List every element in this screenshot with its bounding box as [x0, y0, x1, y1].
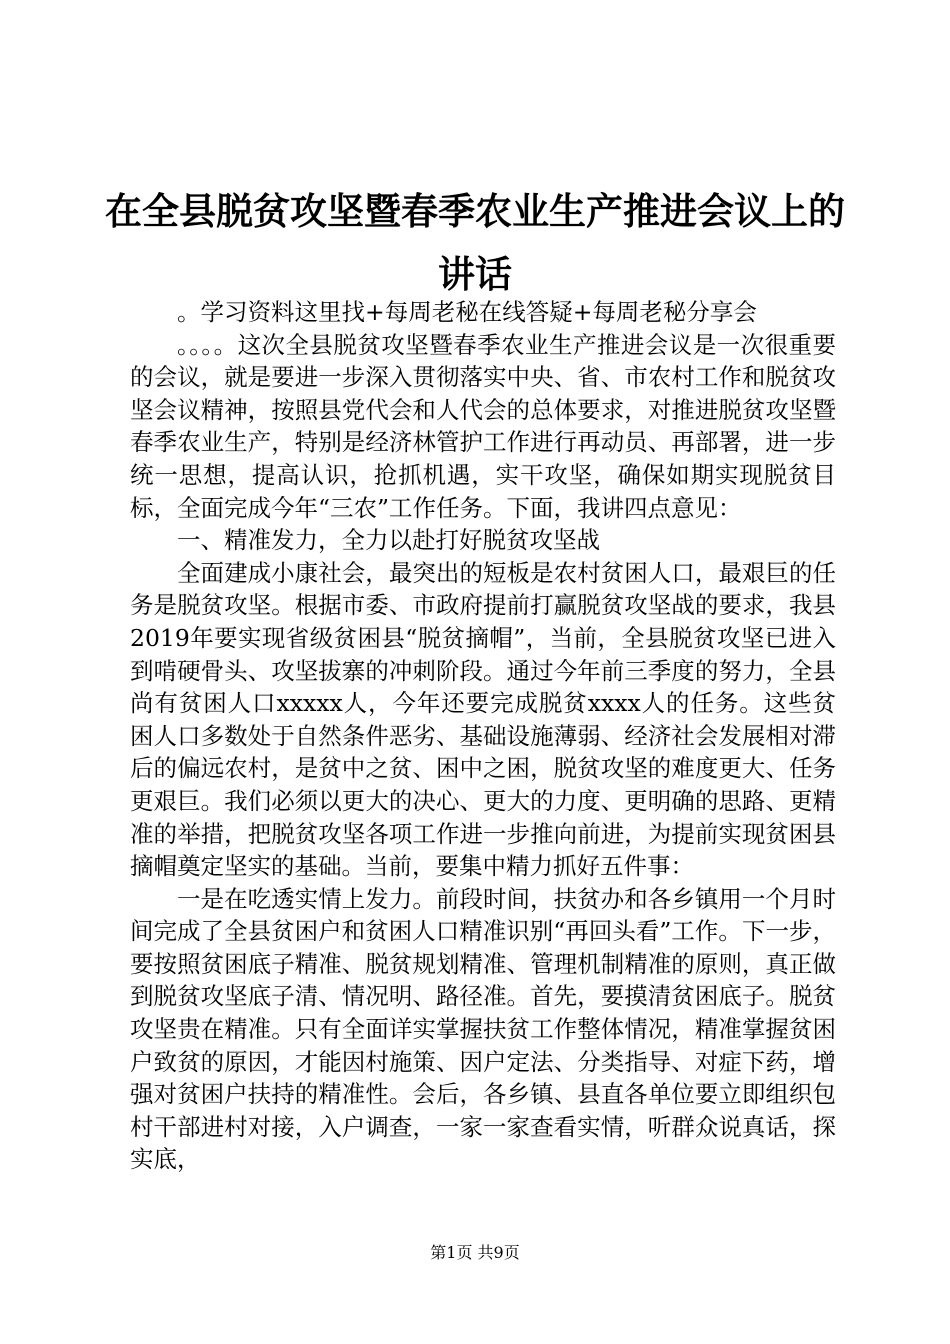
paragraph-point-1: 一是在吃透实情上发力。前段时间，扶贫办和各乡镇用一个月时间完成了全县贫困户和贫困人口精准识别“再回头看”工作。下一步，要按照贫困底子精准、脱贫规划精准、管理机制精准的原则，真正做到脱贫攻坚底子清、情况明、路径准。首先，要摸清贫困底子。脱贫攻坚贵在精准。只有全面详实掌握扶贫工作整体情况，精准掌握贫困户致贫的原因，才能因村施策、因户定法、分类指导、对症下药，增强对贫困户扶持的精准性。会后，各乡镇、县直各单位要立即组织包村干部进村对接，入户调查，一家一家查看实情，听群众说真话，探实底，: [130, 884, 836, 1174]
paragraph-intro-note: 。学习资料这里找+每周老秘在线答疑+每周老秘分享会: [177, 298, 757, 326]
paragraph-section-1: 全面建成小康社会，最突出的短板是农村贫困人口，最艰巨的任务是脱贫攻坚。根据市委、市政府提前打赢脱贫攻坚战的要求，我县2019年要实现省级贫困县“脱贫摘帽”，当前，全县脱贫攻坚已进入到啃硬骨头、攻坚拔寨的冲刺阶段。通过今年前三季度的努力，全县尚有贫困人口xxxxx人，今年还要完成脱贫xxxx人的任务。这些贫困人口多数处于自然条件恶劣、基础设施薄弱、经济社会发展相对滞后的偏远农村，是贫中之贫、困中之困，脱贫攻坚的难度更大、任务更艰巨。我们必须以更大的决心、更大的力度、更明确的思路、更精准的举措，把脱贫攻坚各项工作进一步推向前进，为提前实现贫困县摘帽奠定坚实的基础。当前，要集中精力抓好五件事：: [130, 558, 836, 881]
document-title: 在全县脱贫攻坚暨春季农业生产推进会议上的讲话: [105, 190, 845, 296]
page-footer: 第1页 共9页: [430, 1243, 520, 1262]
document-body: [130, 296, 836, 1176]
paragraph-opening: 。。。。这次全县脱贫攻坚暨春季农业生产推进会议是一次很重要的会议，就是要进一步深入贯彻落实中央、省、市农村工作和脱贫攻坚会议精神，按照县党代会和人代会的总体要求，对推进脱贫攻坚暨春季农业生产，特别是经济林管护工作进行再动员、再部署，进一步统一思想，提高认识，抢抓机遇，实干攻坚，确保如期实现脱贫目标，全面完成今年“三农”工作任务。下面，我讲四点意见：: [130, 330, 836, 522]
section-heading-1: 一、精准发力，全力以赴打好脱贫攻坚战: [177, 526, 600, 555]
